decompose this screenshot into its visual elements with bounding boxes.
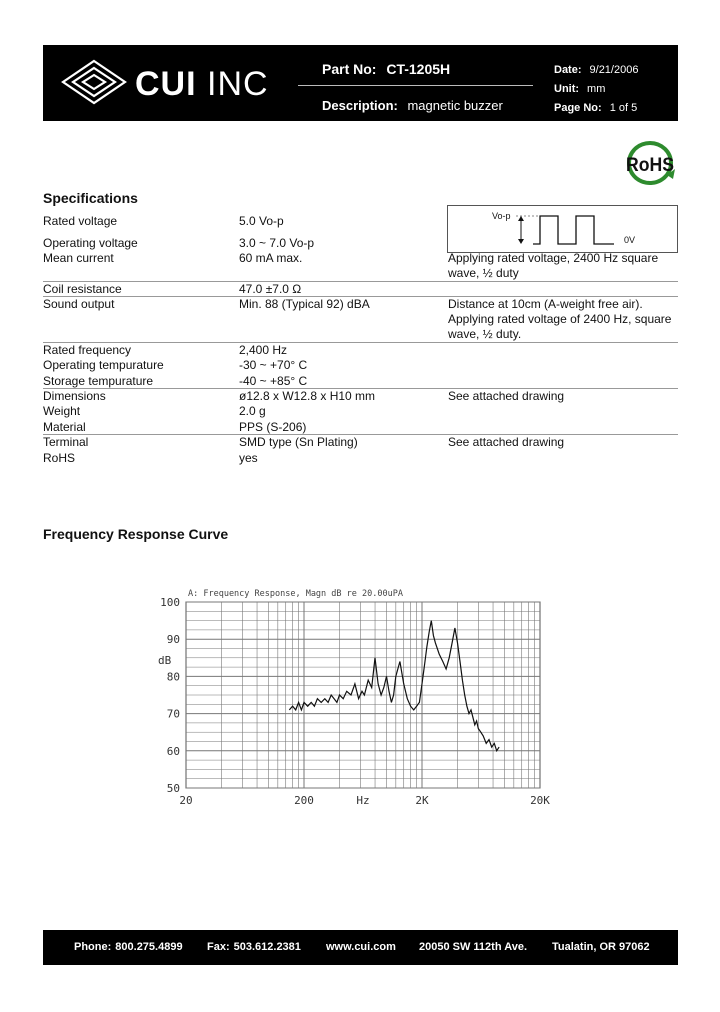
table-divider: [43, 434, 678, 435]
spec-name: Terminal: [43, 435, 89, 449]
brand-bold: CUI: [135, 65, 197, 103]
unit-line: [554, 80, 638, 99]
square-wave-icon: [448, 206, 677, 252]
specifications-title: Specifications: [43, 190, 138, 206]
part-value: CT-1205H: [386, 61, 451, 77]
table-divider: [43, 342, 678, 343]
spec-value: ø12.8 x W12.8 x H10 mm: [239, 389, 376, 403]
part-block: [298, 53, 533, 113]
chart-title: A: Frequency Response, Magn dB re 20.00uPA: [188, 589, 403, 599]
description: [298, 86, 533, 113]
unit-value: mm: [587, 83, 606, 95]
page-value: 1 of 5: [609, 102, 638, 114]
part-number: [298, 53, 533, 86]
x-tick-label: 2K: [415, 794, 429, 807]
table-divider: [43, 296, 678, 297]
date-label: Date:: [554, 64, 582, 76]
spec-name: Coil resistance: [43, 282, 122, 296]
x-tick-label: 20: [179, 794, 193, 807]
footer-website-link[interactable]: www.cui.com: [326, 941, 396, 953]
footer-fax: [207, 941, 301, 953]
y-tick-label: 60: [166, 744, 180, 758]
phone-label: Phone:: [74, 941, 112, 953]
footer-address: 20050 SW 112th Ave.: [419, 941, 528, 953]
date-value: 9/21/2006: [589, 64, 639, 76]
fax-value: 503.612.2381: [233, 941, 301, 953]
fax-label: Fax:: [207, 941, 230, 953]
spec-name: Mean current: [43, 251, 114, 265]
waveform-diagram: [447, 205, 678, 253]
spec-note: Distance at 10cm (A-weight free air). Applying rated voltage of 2400 Hz, square wave, ½ duty.: [448, 297, 672, 341]
description-label: Description:: [322, 98, 398, 113]
rohs-label: RoHS: [626, 155, 674, 176]
spec-name: Rated voltage: [43, 214, 118, 228]
spec-name: Storage tempurature: [43, 374, 154, 388]
y-axis-label: dB: [158, 654, 172, 667]
footer-phone: [74, 941, 183, 953]
wave-bottom-label: 0V: [624, 235, 636, 245]
table-divider: [43, 281, 678, 282]
date-line: [554, 61, 638, 80]
rohs-badge-icon: [621, 139, 679, 187]
frequency-response-chart: [150, 580, 560, 810]
spec-value: 3.0 ~ 7.0 Vo-p: [239, 236, 315, 250]
unit-label: Unit:: [554, 83, 580, 95]
spec-name: Sound output: [43, 297, 115, 311]
document-footer: [43, 930, 678, 965]
spec-name: Operating tempurature: [43, 358, 164, 372]
footer-city: Tualatin, OR 97062: [552, 941, 650, 953]
spec-name: RoHS: [43, 451, 76, 465]
spec-value: PPS (S-206): [239, 420, 307, 434]
brand-name: [135, 65, 269, 104]
spec-name: Weight: [43, 404, 81, 418]
y-tick-label: 90: [166, 633, 180, 647]
cui-logo-icon: [59, 57, 129, 107]
document-header: [43, 45, 678, 121]
spec-value: 2,400 Hz: [239, 343, 288, 357]
spec-value: -30 ~ +70° C: [239, 358, 308, 372]
spec-value: -40 ~ +85° C: [239, 374, 308, 388]
page-line: [554, 99, 638, 118]
spec-note: See attached drawing: [448, 435, 565, 449]
brand-light: INC: [207, 65, 269, 103]
x-tick-label: 20K: [530, 794, 550, 807]
x-tick-label: Hz: [356, 794, 370, 807]
spec-value: 47.0 ±7.0 Ω: [239, 282, 302, 296]
description-value: magnetic buzzer: [407, 98, 503, 113]
spec-value: Min. 88 (Typical 92) dBA: [239, 297, 370, 311]
spec-name: Rated frequency: [43, 343, 132, 357]
phone-value: 800.275.4899: [115, 941, 183, 953]
spec-name: Dimensions: [43, 389, 106, 403]
spec-value: SMD type (Sn Plating): [239, 435, 358, 449]
table-divider: [43, 388, 678, 389]
spec-value: 2.0 g: [239, 404, 266, 418]
spec-note: Applying rated voltage, 2400 Hz square wave, ½ duty: [448, 251, 659, 280]
spec-value: 5.0 Vo-p: [239, 214, 284, 228]
spec-note: See attached drawing: [448, 389, 565, 403]
spec-value: yes: [239, 451, 258, 465]
spec-name: Operating voltage: [43, 236, 138, 250]
spec-name: Material: [43, 420, 86, 434]
y-tick-label: 50: [166, 782, 180, 795]
frequency-response-title: Frequency Response Curve: [43, 526, 229, 542]
part-label: Part No:: [322, 61, 377, 77]
x-tick-label: 200: [294, 794, 314, 807]
y-tick-label: 100: [160, 596, 180, 609]
wave-top-label: Vo-p: [492, 211, 511, 221]
y-tick-label: 80: [166, 670, 180, 684]
y-tick-label: 70: [166, 707, 180, 721]
meta-block: [554, 61, 638, 118]
spec-value: 60 mA max.: [239, 251, 303, 265]
page-label: Page No:: [554, 102, 602, 114]
